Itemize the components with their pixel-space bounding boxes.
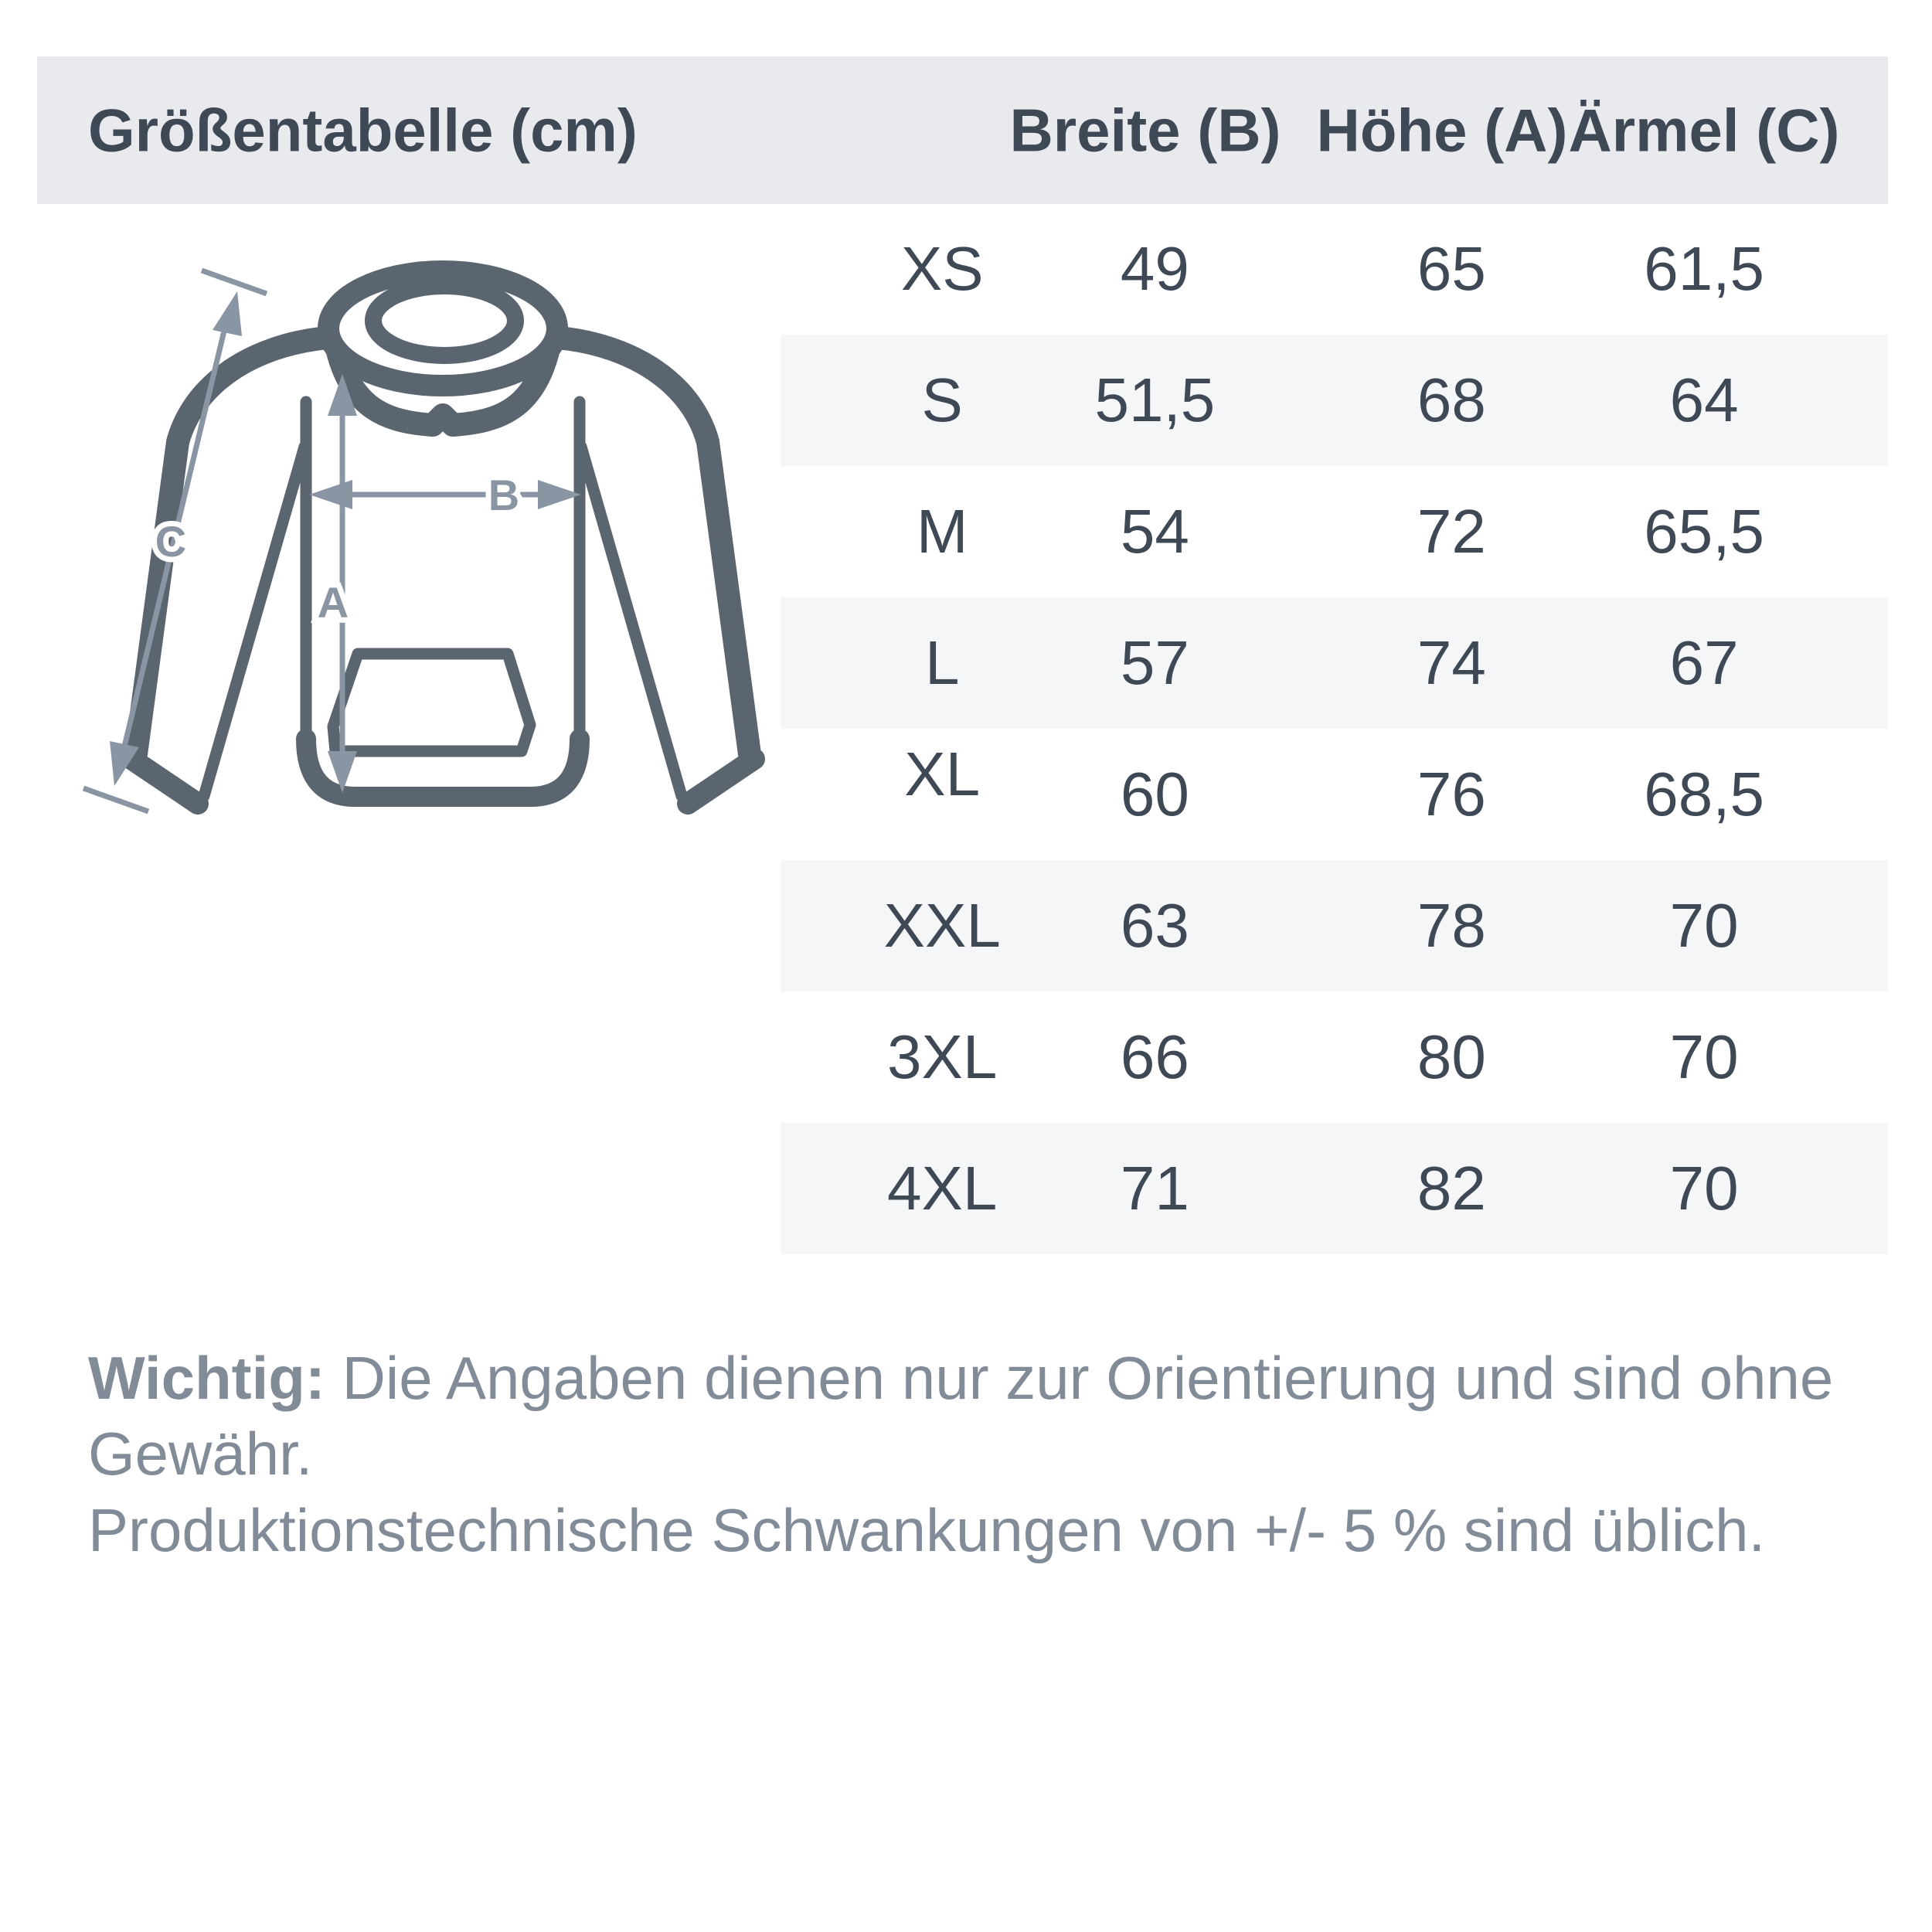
table-row bbox=[781, 860, 1888, 992]
hoehe-cell: 72 bbox=[1417, 497, 1486, 566]
aermel-cell: 68,5 bbox=[1644, 760, 1764, 828]
size-cell: XXL bbox=[883, 891, 1001, 960]
size-cell: XL bbox=[904, 740, 981, 808]
hoehe-cell: 65 bbox=[1417, 234, 1486, 303]
disclaimer-prefix: Wichtig: bbox=[88, 1344, 325, 1412]
hoehe-cell: 76 bbox=[1417, 760, 1486, 828]
arrowhead-b-left bbox=[309, 480, 352, 509]
breite-cell: 71 bbox=[1120, 1154, 1189, 1223]
aermel-cell: 70 bbox=[1669, 1022, 1739, 1091]
size-cell: 3XL bbox=[887, 1022, 998, 1091]
breite-cell: 57 bbox=[1120, 628, 1189, 697]
breite-cell: 60 bbox=[1120, 760, 1189, 828]
breite-cell: 66 bbox=[1120, 1022, 1189, 1091]
breite-cell: 51,5 bbox=[1094, 366, 1216, 434]
dimension-label-c: C bbox=[155, 517, 187, 566]
dimension-tick-c-top bbox=[202, 270, 267, 294]
dimension-label-b: B bbox=[488, 471, 520, 519]
disclaimer-line2: Produktionstechnische Schwankungen von +/- 5 % sind üblich. bbox=[88, 1495, 1766, 1564]
hoodie-hood-inner bbox=[373, 286, 515, 355]
aermel-cell: 70 bbox=[1669, 891, 1739, 960]
aermel-cell: 64 bbox=[1669, 366, 1739, 434]
table-row bbox=[781, 335, 1888, 466]
hoodie-left-sleeve-inner bbox=[204, 447, 304, 796]
hoodie-pocket bbox=[333, 654, 530, 751]
aermel-cell: 65,5 bbox=[1644, 497, 1764, 566]
hoodie-left-cuff bbox=[131, 759, 198, 804]
breite-cell: 54 bbox=[1120, 497, 1189, 566]
hoehe-cell: 78 bbox=[1417, 891, 1486, 960]
table-row bbox=[781, 729, 1888, 860]
size-cell: XS bbox=[900, 234, 984, 303]
table-row bbox=[781, 992, 1888, 1123]
size-cell: L bbox=[924, 628, 960, 697]
disclaimer-note bbox=[88, 1340, 1873, 1568]
table-row bbox=[781, 466, 1888, 597]
dimension-label-a: A bbox=[317, 578, 349, 627]
hoodie-measurement-diagram bbox=[46, 216, 788, 896]
size-cell: M bbox=[916, 497, 968, 566]
hoehe-cell: 82 bbox=[1417, 1154, 1486, 1223]
hoodie-right-sleeve-inner bbox=[581, 447, 682, 796]
column-header-aermel: Ärmel (C) bbox=[1568, 96, 1840, 164]
size-cell: 4XL bbox=[887, 1154, 998, 1223]
page-title: Größentabelle (cm) bbox=[88, 96, 638, 164]
hoehe-cell: 74 bbox=[1417, 628, 1486, 697]
table-header bbox=[37, 56, 1888, 204]
dimension-tick-c-bottom bbox=[83, 788, 148, 811]
hoehe-cell: 80 bbox=[1417, 1022, 1486, 1091]
aermel-cell: 70 bbox=[1669, 1154, 1739, 1223]
aermel-cell: 67 bbox=[1669, 628, 1739, 697]
column-header-hoehe: Höhe (A) bbox=[1316, 96, 1568, 164]
hoehe-cell: 68 bbox=[1417, 366, 1486, 434]
arrowhead-c-top bbox=[213, 291, 242, 336]
table-rows bbox=[781, 203, 1888, 1254]
disclaimer-line1: Die Angaben dienen nur zur Orientierung und sind ohne Gewähr. bbox=[88, 1344, 1834, 1488]
aermel-cell: 61,5 bbox=[1644, 234, 1764, 303]
size-cell: S bbox=[921, 366, 963, 434]
table-row bbox=[781, 203, 1888, 335]
breite-cell: 49 bbox=[1120, 234, 1189, 303]
table-row bbox=[781, 1123, 1888, 1254]
breite-cell: 63 bbox=[1120, 891, 1189, 960]
hoodie-right-cuff bbox=[688, 759, 754, 804]
column-header-breite: Breite (B) bbox=[1009, 96, 1281, 164]
table-row bbox=[781, 597, 1888, 729]
